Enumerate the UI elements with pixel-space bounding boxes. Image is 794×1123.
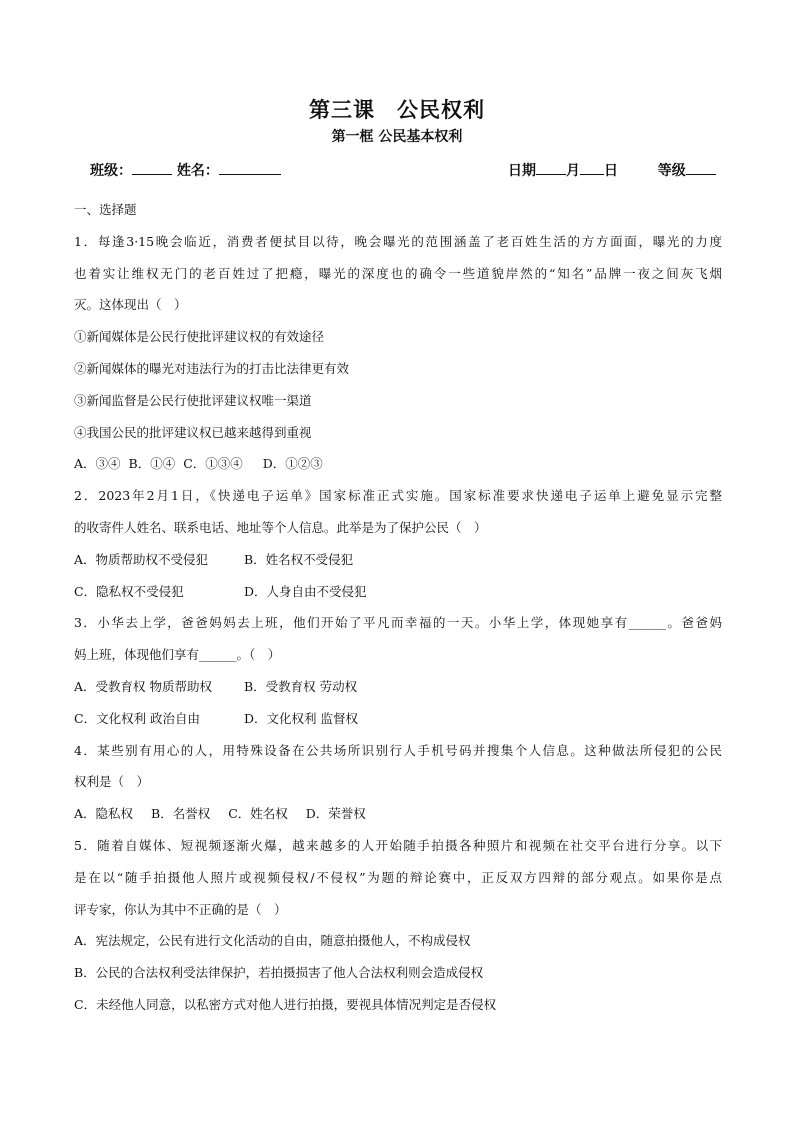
question-1-options bbox=[74, 448, 722, 480]
question-2-line: 的收寄件人姓名、联系电话、地址等个人信息。此举是为了保护公民（ ） bbox=[74, 519, 487, 535]
question-3-line: 妈上班，体现他们享有______。（ ） bbox=[74, 647, 281, 663]
question-1-line: 也着实让维权无门的老百姓过了把瘾，曝光的深度也的确令一些道貌岸然的“知名”品牌一夜之间灰飞烟 bbox=[74, 265, 722, 281]
option-d[interactable]: D．文化权利 监督权 bbox=[243, 710, 358, 726]
question-content bbox=[74, 194, 722, 1021]
option-b[interactable]: B．公民的合法权利受法律保护，若拍摄损害了他人合法权利则会造成侵权 bbox=[74, 965, 484, 981]
question-3-options bbox=[74, 671, 722, 703]
date-grade-info bbox=[508, 160, 716, 180]
option-b[interactable]: B．受教育权 劳动权 bbox=[243, 678, 358, 694]
page-title: 第三课 公民权利 bbox=[309, 97, 485, 122]
question-5-line: 5．随着自媒体、短视频逐渐火爆，越来越多的人开始随手拍摄各种照片和视频在社交平台进行分享。以下 bbox=[74, 837, 722, 853]
day-label: 日 bbox=[604, 163, 618, 179]
option-b[interactable]: B．名誉权 bbox=[151, 806, 211, 822]
option-a[interactable]: A．物质帮助权不受侵犯 bbox=[74, 551, 209, 567]
page-subtitle: 第一框 公民基本权利 bbox=[331, 129, 463, 145]
class-label: 班级： bbox=[90, 163, 132, 179]
question-4-line: 权利是（ ） bbox=[74, 774, 150, 790]
option-a[interactable]: A．宪法规定，公民有进行文化活动的自由，随意拍摄他人，不构成侵权 bbox=[74, 933, 471, 949]
month-label: 月 bbox=[566, 163, 580, 179]
option-d[interactable]: D．①②③ bbox=[262, 456, 323, 472]
option-c[interactable]: C．姓名权 bbox=[228, 806, 288, 822]
statement: ③新闻监督是公民行使批评建议权唯一渠道 bbox=[74, 392, 312, 408]
option-c[interactable]: C．①③④ bbox=[183, 456, 243, 472]
question-5-line: 评专家，你认为其中不正确的是（ ） bbox=[74, 901, 287, 917]
option-c[interactable]: C．隐私权不受侵犯 bbox=[74, 583, 184, 599]
question-4-options bbox=[74, 798, 722, 830]
question-3-options bbox=[74, 703, 722, 735]
option-c[interactable]: C．文化权利 政治自由 bbox=[74, 710, 201, 726]
class-blank[interactable] bbox=[132, 160, 172, 175]
statement: ①新闻媒体是公民行使批评建议权的有效途径 bbox=[74, 329, 325, 345]
student-info bbox=[90, 160, 281, 180]
name-blank[interactable] bbox=[219, 160, 281, 175]
question-1-line: 灭。这体现出（ ） bbox=[74, 297, 187, 313]
option-c[interactable]: C．未经他人同意，以私密方式对他人进行拍摄，要视具体情况判定是否侵权 bbox=[74, 996, 497, 1012]
question-3-line: 3．小华去上学，爸爸妈妈去上班，他们开始了平凡而幸福的一天。小华上学，体现她享有______。爸爸妈 bbox=[74, 615, 722, 631]
question-1-line: 1．每逢3·15晚会临近，消费者便拭目以待，晚会曝光的范围涵盖了老百姓生活的方方面面，曝光的力度 bbox=[74, 233, 722, 249]
option-a[interactable]: A．③④ bbox=[74, 456, 121, 472]
option-b[interactable]: B．姓名权不受侵犯 bbox=[243, 551, 354, 567]
option-d[interactable]: D．人身自由不受侵犯 bbox=[243, 583, 367, 599]
grade-label: 等级 bbox=[657, 163, 686, 179]
question-2-options bbox=[74, 576, 722, 608]
date-label: 日期 bbox=[508, 163, 536, 179]
question-2-options bbox=[74, 544, 722, 576]
name-label: 姓名： bbox=[176, 163, 219, 179]
question-5-line: 是在以“随手拍摄他人照片或视频侵权/不侵权”为题的辩论赛中，正反双方四辩的部分观点。如果你是点 bbox=[74, 869, 722, 885]
day-blank[interactable] bbox=[580, 160, 604, 175]
statement: ②新闻媒体的曝光对违法行为的打击比法律更有效 bbox=[74, 360, 350, 376]
option-a[interactable]: A．受教育权 物质帮助权 bbox=[74, 678, 213, 694]
question-4-line: 4．某些别有用心的人，用特殊设备在公共场所识别行人手机号码并搜集个人信息。这种做法所侵犯的公民 bbox=[74, 742, 722, 758]
month-blank[interactable] bbox=[536, 160, 566, 175]
option-b[interactable]: B．①④ bbox=[128, 456, 176, 472]
question-2-line: 2．2023年2月1日，《快递电子运单》国家标准正式实施。国家标准要求快递电子运单上避免显示完整 bbox=[74, 488, 722, 504]
section-heading: 一、选择题 bbox=[74, 202, 137, 217]
grade-blank[interactable] bbox=[686, 160, 716, 175]
option-d[interactable]: D．荣誉权 bbox=[305, 806, 366, 822]
option-a[interactable]: A．隐私权 bbox=[74, 806, 134, 822]
statement: ④我国公民的批评建议权已越来越得到重视 bbox=[74, 424, 312, 440]
